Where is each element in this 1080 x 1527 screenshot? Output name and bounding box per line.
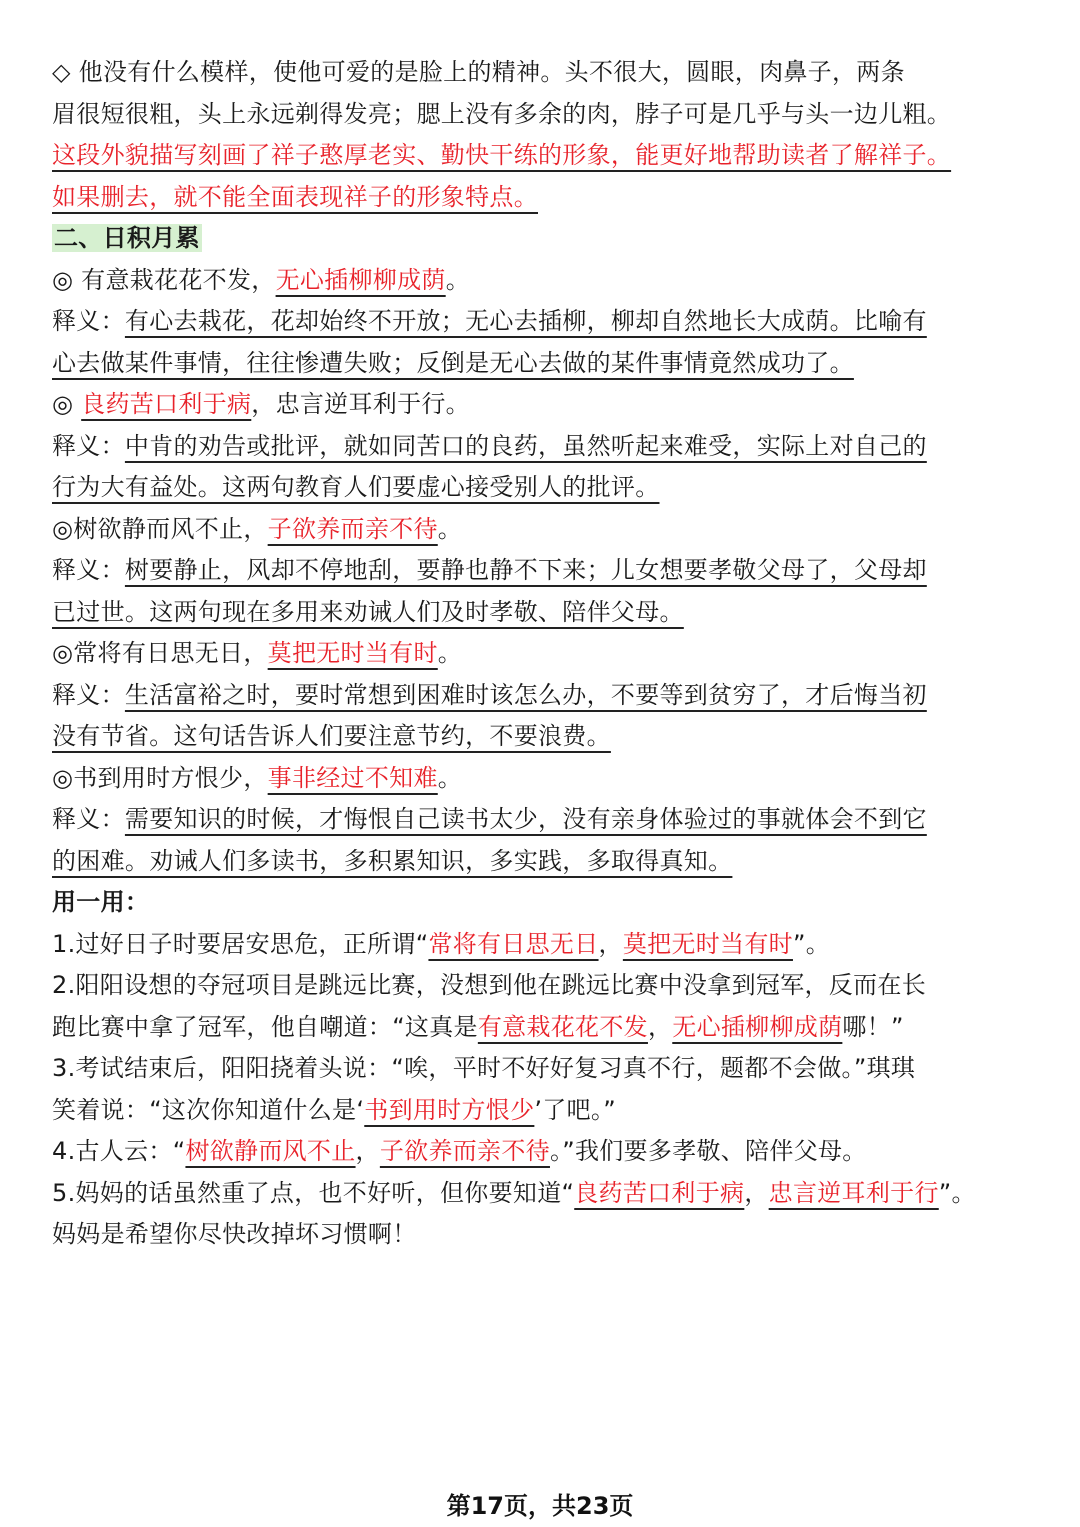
text-line — [52, 592, 1032, 634]
text-line — [52, 177, 1032, 219]
text-line — [52, 260, 1032, 302]
text-segment: 树要静止，风却不停地刮，要静也静不下来；儿女想要孝敬父母了，父母却 — [124, 556, 927, 584]
text-line — [52, 1007, 1032, 1049]
document-body — [52, 52, 1032, 1256]
text-line — [52, 301, 1032, 343]
text-segment: ， — [598, 929, 623, 958]
answer-text: 忠言逆耳利于行 — [768, 1178, 939, 1207]
text-segment: 。 — [437, 763, 463, 792]
answer-text: 书到用时方恨少 — [364, 1095, 535, 1124]
text-segment: 释义： — [52, 307, 125, 335]
text-segment: 释义： — [52, 556, 125, 584]
answer-text: 常将有日思无日 — [428, 929, 599, 958]
text-line — [52, 841, 1032, 883]
text-segment: 没有节省。这句话告诉人们要注意节约，不要浪费。 — [52, 722, 611, 750]
text-segment: 中肯的劝告或批评，就如同苦口的良药，虽然听起来难受，实际上对自己的 — [124, 431, 927, 460]
text-segment: ， — [744, 1178, 769, 1207]
text-segment: 已过世。这两句现在多用来劝诫人们及时孝敬、陪伴父母。 — [52, 597, 684, 626]
answer-text: 有意栽花花不发 — [477, 1012, 648, 1041]
text-line — [52, 675, 1032, 717]
text-line — [52, 94, 1032, 136]
text-segment: 哪！” — [842, 1012, 904, 1041]
text-segment: 眉很短很粗，头上永远剃得发亮；腮上没有多余的肉，脖子可是几乎与头一边儿粗。 — [52, 99, 952, 128]
text-line — [52, 716, 1032, 758]
answer-text: 这段外貌描写刻画了祥子憨厚老实、勤快干练的形象，能更好地帮助读者了解祥子。 — [52, 141, 952, 169]
text-line — [52, 550, 1032, 592]
text-segment: 。 — [437, 639, 463, 667]
text-line — [52, 135, 1032, 177]
answer-text: 莫把无时当有时 — [622, 929, 793, 958]
text-line — [52, 758, 1032, 800]
text-segment: ◎常将有日思无日， — [52, 639, 268, 667]
text-segment: 释义： — [52, 431, 125, 460]
text-line — [52, 52, 1032, 94]
text-line — [52, 467, 1032, 509]
text-line — [52, 1048, 1032, 1090]
answer-text: 子欲养而亲不待 — [267, 514, 438, 543]
text-segment: ◎书到用时方恨少， — [52, 763, 268, 792]
text-line — [52, 965, 1032, 1007]
text-segment: 需要知识的时候，才悔恨自己读书太少，没有亲身体验过的事就体会不到它 — [124, 805, 927, 833]
text-line — [52, 882, 1032, 924]
text-segment: 2.阳阳设想的夺冠项目是跳远比赛，没想到他在跳远比赛中没拿到冠军，反而在长 — [52, 971, 926, 999]
text-segment: 3.考试结束后，阳阳挠着头说：“唉，平时不好好复习真不行，题都不会做。”琪琪 — [52, 1054, 916, 1082]
answer-text: 如果删去，就不能全面表现祥子的形象特点。 — [52, 182, 538, 211]
text-segment: 。 — [437, 514, 463, 543]
answer-text: 无心插柳柳成荫 — [672, 1012, 843, 1041]
text-line — [52, 1090, 1032, 1132]
text-segment: ◎ — [52, 390, 82, 418]
text-segment: ’了吧。” — [534, 1095, 616, 1124]
text-segment: 心去做某件事情，往往惨遭失败；反倒是无心去做的某件事情竟然成功了。 — [52, 348, 854, 377]
answer-text: 良药苦口利于病 — [574, 1178, 745, 1207]
text-segment: 行为大有益处。这两句教育人们要虚心接受别人的批评。 — [52, 473, 660, 501]
text-segment: ◇ 他没有什么模样，使他可爱的是脸上的精神。头不很大，圆眼，肉鼻子，两条 — [52, 58, 905, 86]
text-segment: ， — [647, 1012, 673, 1041]
text-segment: 4.古人云：“ — [52, 1137, 186, 1165]
page-number: 第17页，共23页 — [446, 1492, 634, 1520]
answer-text: 无心插柳柳成荫 — [275, 265, 446, 294]
text-segment: ，忠言逆耳利于行。 — [251, 390, 470, 418]
text-segment: ◎树欲静而风不止， — [52, 514, 268, 543]
text-line — [52, 924, 1032, 966]
text-segment: 1.过好日子时要居安思危，正所谓“ — [52, 929, 429, 958]
text-segment: ”。 — [938, 1178, 976, 1207]
text-segment: 生活富裕之时，要时常想到困难时该怎么办，不要等到贫穷了，才后悔当初 — [124, 680, 927, 709]
text-line — [52, 343, 1032, 385]
subsection-heading: 用一用： — [52, 888, 150, 916]
answer-text: 良药苦口利于病 — [81, 390, 252, 418]
text-segment: 释义： — [52, 680, 125, 709]
text-segment: 笑着说：“这次你知道什么是‘ — [52, 1095, 365, 1124]
text-segment: 释义： — [52, 805, 125, 833]
text-segment: 跑比赛中拿了冠军，他自嘲道：“这真是 — [52, 1012, 478, 1041]
text-line — [52, 799, 1032, 841]
text-segment: 的困难。劝诫人们多读书，多积累知识，多实践，多取得真知。 — [52, 846, 733, 875]
text-line — [52, 1131, 1032, 1173]
text-line — [52, 1214, 1032, 1256]
text-line — [52, 1173, 1032, 1215]
text-line — [52, 633, 1032, 675]
answer-text: 事非经过不知难 — [267, 763, 438, 792]
text-segment: 。”我们要多孝敬、陪伴父母。 — [549, 1137, 867, 1165]
text-segment: 5.妈妈的话虽然重了点，也不好听，但你要知道“ — [52, 1178, 575, 1207]
text-segment: ◎ 有意栽花花不发， — [52, 265, 276, 294]
text-line — [52, 426, 1032, 468]
text-line — [52, 384, 1032, 426]
answer-text: 子欲养而亲不待 — [379, 1137, 550, 1165]
text-segment: ， — [355, 1137, 380, 1165]
text-segment: 有心去栽花，花却始终不开放；无心去插柳，柳却自然地长大成荫。比喻有 — [124, 307, 927, 335]
answer-text: 树欲静而风不止 — [185, 1137, 356, 1165]
section-heading: 二、日积月累 — [54, 224, 200, 252]
answer-text: 莫把无时当有时 — [267, 639, 438, 667]
text-segment: 。 — [445, 265, 470, 294]
text-segment: ”。 — [792, 929, 831, 958]
text-segment: 妈妈是希望你尽快改掉坏习惯啊！ — [52, 1220, 417, 1248]
text-line — [52, 218, 1032, 260]
text-line — [52, 509, 1032, 551]
